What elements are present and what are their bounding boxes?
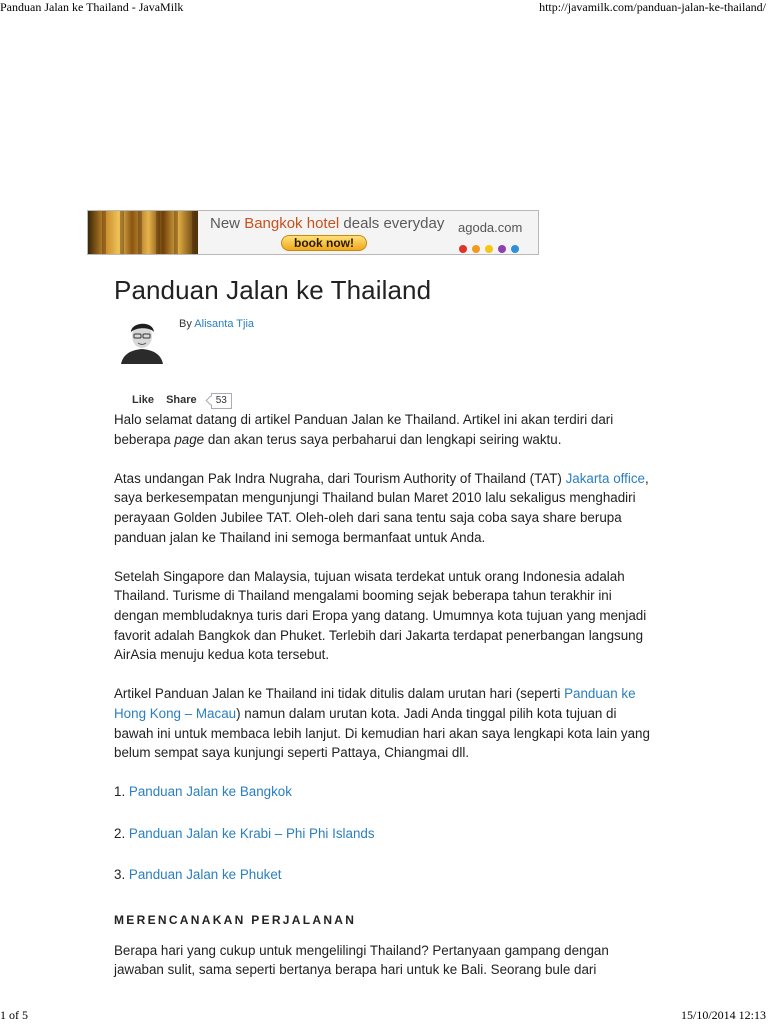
list-item-number: 1. (114, 784, 129, 800)
section-heading: MERENCANAKAN PERJALANAN (114, 913, 357, 928)
print-datetime: 15/10/2014 12:13 (680, 1008, 766, 1022)
social-share-bar (132, 393, 232, 411)
hong-kong-macau-link[interactable]: Panduan ke Hong Kong – Macau (114, 686, 636, 721)
agoda-dot (511, 245, 519, 253)
banner-headline-accent: Bangkok hotel (244, 215, 340, 232)
agoda-logo-text: agoda.com (458, 220, 523, 235)
share-button[interactable]: Share (166, 394, 197, 406)
jakarta-office-link[interactable]: Jakarta office (565, 470, 645, 486)
print-page-number: 1 of 5 (0, 1008, 28, 1022)
article-title: Panduan Jalan ke Thailand (114, 275, 432, 305)
author-avatar (117, 316, 167, 364)
paragraph-tourism: Setelah Singapore dan Malaysia, tujuan wisata terdekat untuk orang Indonesia adalah Thailand. Turisme di Thailand mengalami booming sejak beberapa tahun terakhir ini dengan membludaknya turis dari Eropa yang datang. Umumnya kota tujuan yang menjadi favorit adalah Bangkok dan Phuket. Terlebih dari Jakarta terdapat penerbangan langsung AirAsia menuju kedua kota tersebut. (114, 568, 647, 663)
paragraph-structure (114, 684, 654, 762)
bangkok-guide-link[interactable]: Panduan Jalan ke Bangkok (128, 784, 292, 800)
list-item (114, 824, 654, 844)
print-header (0, 0, 768, 14)
agoda-dot (459, 245, 467, 253)
byline-label: By (179, 318, 192, 330)
agoda-dot (498, 245, 506, 253)
share-count-badge: 53 (211, 393, 232, 409)
agoda-banner-ad[interactable] (87, 210, 539, 255)
paragraph-invitation-text-end: , saya berkesempatan mengunjungi Thailand bulan Maret 2010 lalu sekaligus menghadiri perayaan Golden Jubilee TAT. Oleh-oleh dari sana tentu saja coba saya share berupa panduan jalan ke Thailand ini semoga bermanfaat untuk Anda. (114, 470, 649, 545)
paragraph-intro (114, 410, 654, 449)
paragraph-structure-text: Artikel Panduan Jalan ke Thailand ini tidak ditulis dalam urutan hari (seperti (114, 686, 565, 702)
krabi-guide-link[interactable]: Panduan Jalan ke Krabi – Phi Phi Islands (128, 825, 375, 841)
paragraph-invitation (114, 469, 654, 547)
banner-headline (210, 215, 444, 232)
list-item-number: 3. (114, 867, 129, 883)
paragraph-invitation-text: Atas undangan Pak Indra Nugraha, dari Tourism Authority of Thailand (TAT) (114, 470, 566, 486)
agoda-logo-dots (459, 240, 524, 249)
author-photo-icon (117, 316, 167, 364)
author-link[interactable]: Alisanta Tjia (194, 318, 255, 330)
agoda-dot (485, 245, 493, 253)
list-item-number: 2. (114, 825, 129, 841)
paragraph-intro-text: Halo selamat datang di artikel Panduan Jalan ke Thailand. Artikel ini akan terdiri dari beberapa (114, 412, 614, 447)
agoda-dot (472, 245, 480, 253)
city-guide-list (114, 782, 654, 885)
banner-headline-prefix: New (210, 215, 245, 232)
print-footer (0, 1008, 768, 1022)
paragraph-intro-text-end: dan akan terus saya perbaharui dan lengkapi seiring waktu. (204, 431, 562, 447)
banner-buddha-image (88, 211, 198, 254)
print-page-title: Panduan Jalan ke Thailand - JavaMilk (0, 0, 184, 14)
paragraph-structure-text-end: ) namun dalam urutan kota. Jadi Anda tinggal pilih kota tujuan di bawah ini untuk membaca lebih lanjut. Di kemudian hari akan saya lengkapi kota lain yang belum sempat saya kunjungi seperti Pattaya, Chiangmai dll. (114, 705, 650, 761)
byline (179, 318, 254, 330)
phuket-guide-link[interactable]: Panduan Jalan ke Phuket (128, 867, 282, 883)
paragraph-planning: Berapa hari yang cukup untuk mengelilingi Thailand? Pertanyaan gampang dengan jawaban sulit, sama seperti bertanya berapa hari untuk ke Bali. Seorang bule dari (114, 942, 609, 978)
like-button[interactable]: Like (132, 394, 155, 406)
list-item (114, 865, 654, 885)
list-item (114, 782, 654, 802)
book-now-button[interactable]: book now! (281, 235, 367, 251)
print-page-url: http://javamilk.com/panduan-jalan-ke-thailand/ (539, 0, 766, 14)
article-body (114, 410, 654, 999)
banner-headline-suffix: deals everyday (339, 215, 445, 232)
paragraph-intro-emphasis: page (174, 431, 205, 447)
